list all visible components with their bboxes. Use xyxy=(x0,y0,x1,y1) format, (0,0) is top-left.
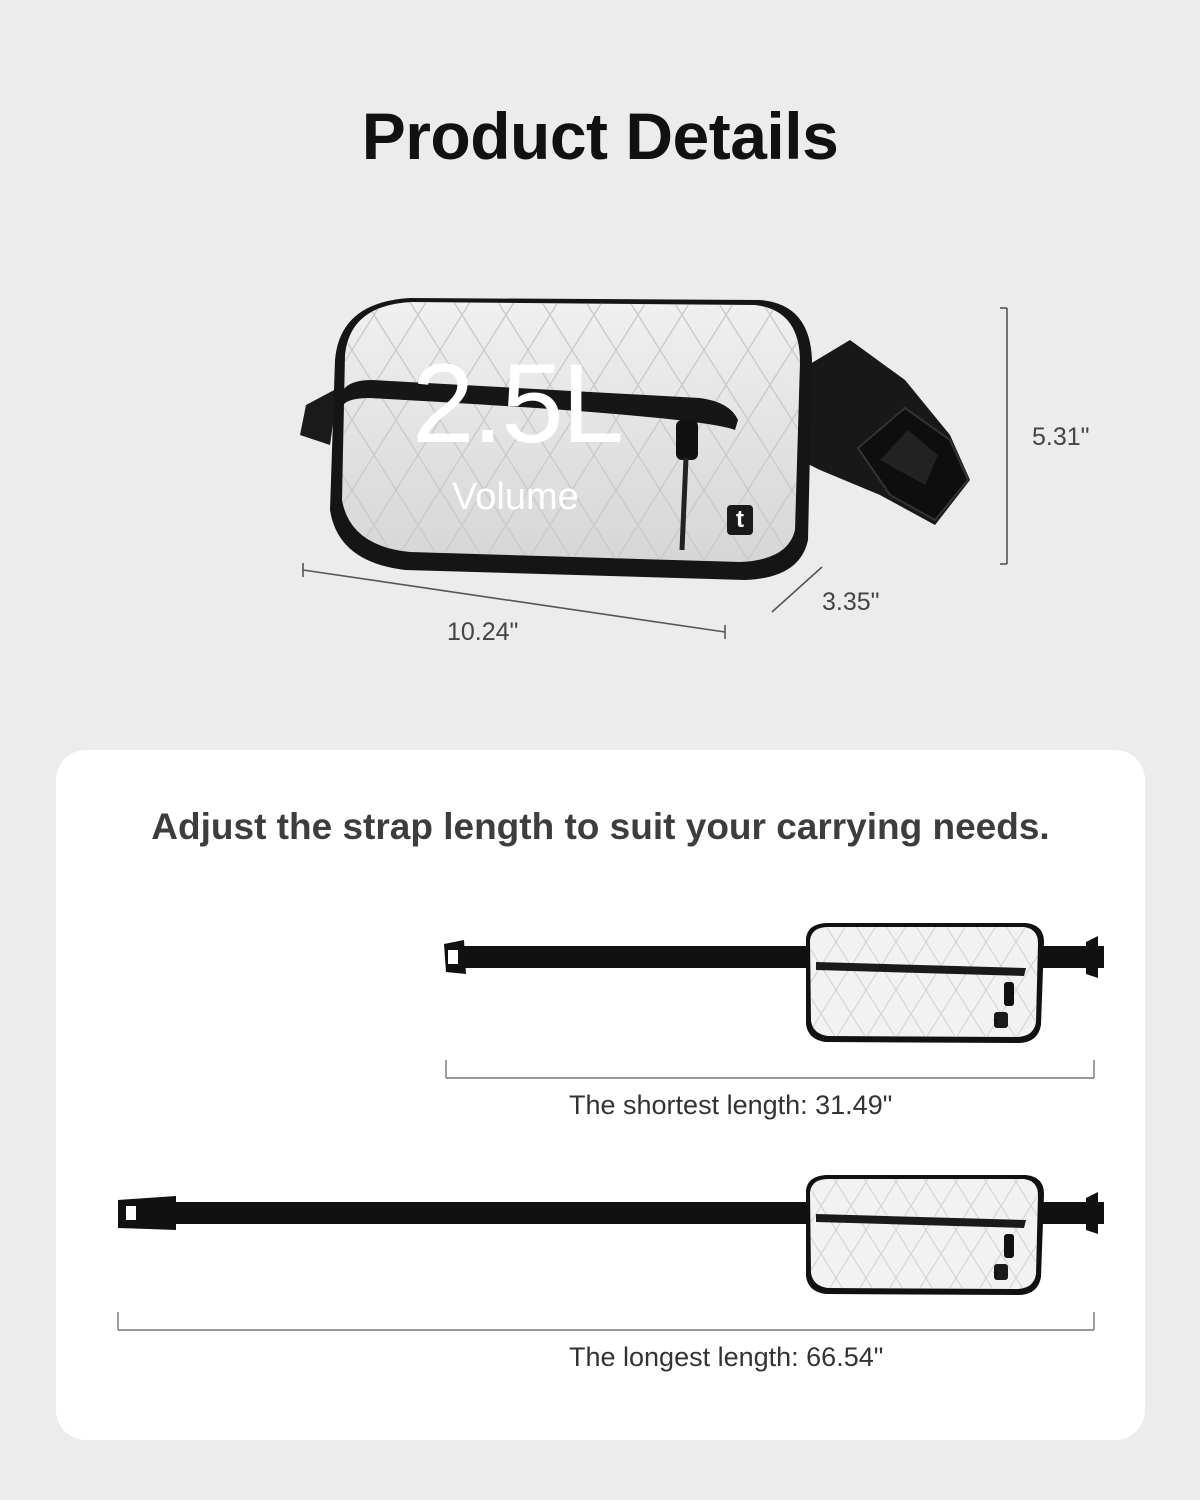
page-title: Product Details xyxy=(361,99,839,173)
depth-line xyxy=(772,567,822,612)
dimension-width-label: 10.24" xyxy=(447,618,519,646)
buckle-icon xyxy=(1086,1192,1098,1234)
longest-measure-line xyxy=(118,1312,1094,1330)
buckle-icon xyxy=(1086,936,1098,978)
shortest-length-label: The shortest length: 31.49" xyxy=(569,1090,893,1120)
brand-logo-icon: t xyxy=(993,1266,999,1282)
buckle-icon xyxy=(118,1196,176,1230)
shortest-measure-line xyxy=(446,1060,1094,1078)
brand-logo-icon: t xyxy=(993,1014,999,1030)
buckle-icon xyxy=(444,940,466,974)
longest-strap-row xyxy=(118,1175,1104,1295)
dimension-height-label: 5.31" xyxy=(1032,423,1090,451)
longest-length-label: The longest length: 66.54" xyxy=(569,1342,884,1372)
dimension-depth-label: 3.35" xyxy=(822,588,880,616)
volume-value: 2.5L xyxy=(412,341,622,466)
shortest-strap-row xyxy=(444,923,1104,1043)
dimension-lines xyxy=(0,280,1200,680)
volume-label: Volume xyxy=(452,476,579,518)
strap-adjust-card xyxy=(56,750,1145,1440)
strap-heading: Adjust the strap length to suit your carrying needs. xyxy=(151,806,1050,847)
hero-product-view xyxy=(0,280,1200,680)
brand-logo-icon: t xyxy=(727,505,753,535)
